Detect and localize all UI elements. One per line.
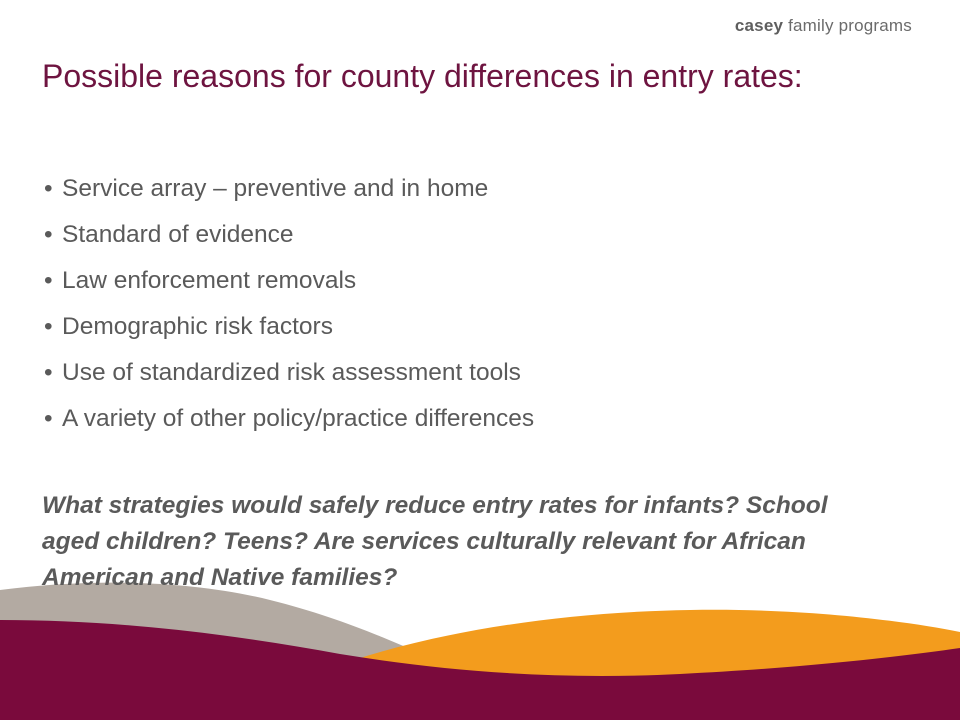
logo-casey-text: casey xyxy=(734,16,784,35)
bullet-dot-icon: • xyxy=(44,267,53,294)
bullet-item xyxy=(44,350,534,396)
bullet-text: Use of standardized risk assessment tools xyxy=(62,359,521,386)
bullet-item xyxy=(44,396,534,442)
bullet-item xyxy=(44,258,534,304)
bullet-item xyxy=(44,304,534,350)
bullet-text: Demographic risk factors xyxy=(62,313,333,340)
bullet-dot-icon: • xyxy=(44,221,53,248)
casey-family-programs-logo xyxy=(735,16,912,36)
bullet-dot-icon: • xyxy=(44,175,53,202)
bullet-dot-icon: • xyxy=(44,313,53,340)
slide-title: Possible reasons for county differences in entry rates: xyxy=(42,58,803,94)
bullet-dot-icon: • xyxy=(44,359,53,386)
bullet-text: Service array – preventive and in home xyxy=(62,175,489,202)
bullet-item xyxy=(44,212,534,258)
bullet-dot-icon: • xyxy=(44,405,53,432)
bullet-text: Law enforcement removals xyxy=(62,267,357,294)
bullet-list xyxy=(44,166,534,442)
bullet-item xyxy=(44,166,534,212)
discussion-question: What strategies would safely reduce entry rates for infants? School aged children? Teens? Are services culturally relevant for African American and Native families? xyxy=(42,492,828,591)
bullet-text: A variety of other policy/practice differences xyxy=(62,405,535,432)
logo-family-programs-text: family programs xyxy=(783,16,912,35)
bullet-text: Standard of evidence xyxy=(62,221,294,248)
